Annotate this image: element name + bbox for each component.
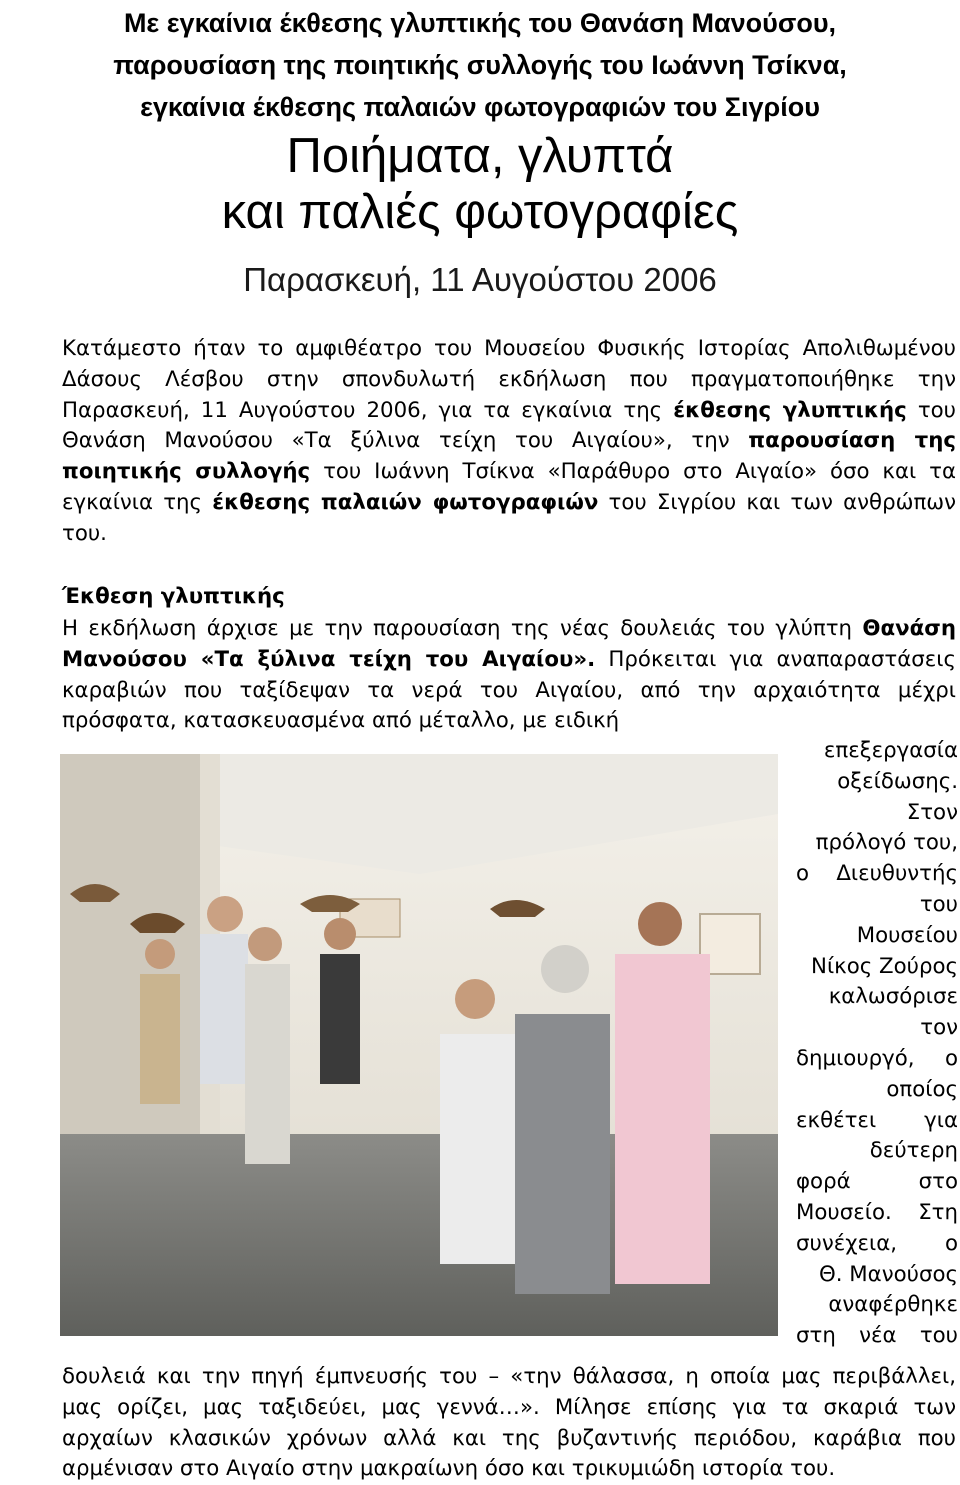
kicker-line: Με εγκαίνια έκθεσης γλυπτικής του Θανάση Μανούσου, — [123, 8, 837, 38]
side-column — [796, 736, 958, 1352]
kicker-heading — [30, 2, 930, 128]
closing-line: δουλειά και την πηγή έμπνευσής του – «την θάλασσα, η οποία μας περιβάλλει, — [62, 1364, 956, 1389]
side-word: δημιουργό, — [796, 1045, 915, 1071]
side-word: Διευθυντής — [836, 861, 958, 887]
closing-line: μας ορίζει, μας ταξιδεύει, μας γεννά…». Μίλησε επίσης για τα σκαριά των — [62, 1394, 956, 1420]
side-word: φορά — [796, 1169, 851, 1195]
side-word: εκθέτει — [796, 1107, 877, 1133]
side-line — [796, 1106, 958, 1137]
side-word: νέα — [859, 1323, 897, 1349]
intro-text: του Θανάση Μανούσου «Τα ξύλινα τείχη του Αιγαίου», την — [62, 397, 956, 454]
side-line: Νίκος Ζούρος — [811, 953, 958, 979]
side-line: δεύτερη — [869, 1138, 958, 1164]
intro-text: Κατάμεστο ήταν το αμφιθέατρο του Μουσείου Φυσικής Ιστορίας Απολιθωμένου Δάσους Λέσβου στην σπονδυλωτή εκδήλωση που πραγματοποιήθηκε την Παρασκευή, 11 Αυγούστου 2006, για τα εγκαίνια της — [62, 336, 956, 423]
section-text: Πρόκειται για αναπαραστάσεις καραβιών που ταξίδεψαν τα νερά του Αιγαίου, από την αρχαιότητα μέχρι πρόσφατα, κατασκευασμένα από μέταλλο, με ειδική — [62, 646, 956, 734]
section-bold-title: Θανάση Μανούσου «Τα ξύλινα τείχη του Αιγαίου». — [62, 616, 956, 672]
side-word: ο — [944, 1045, 958, 1071]
side-word: στο — [918, 1169, 958, 1195]
side-line: καλωσόρισε — [828, 984, 958, 1010]
side-word: Στη — [918, 1199, 958, 1225]
side-line: επεξεργασία — [823, 738, 958, 763]
section-paragraph — [62, 614, 956, 737]
headline — [30, 128, 930, 240]
closing-line: αρχαίων κλασικών χρόνων αλλά και της βυζαντινής περιόδου, καράβια που — [62, 1425, 956, 1451]
side-word: Μουσείο. — [796, 1199, 892, 1225]
closing-paragraph — [62, 1362, 956, 1485]
side-line: Θ. Μανούσος — [819, 1261, 958, 1287]
side-line: οποίος — [886, 1076, 958, 1102]
headline-line: Ποιήματα, γλυπτά — [286, 129, 674, 183]
side-line — [796, 1167, 958, 1198]
side-word: στη — [796, 1323, 836, 1349]
section-text: Η εκδήλωση άρχισε με την παρουσίαση της νέας δουλειάς του γλύπτη — [62, 616, 863, 641]
intro-text: του Σιγρίου και των ανθρώπων του. — [62, 489, 956, 546]
side-line: Στον — [906, 799, 958, 825]
intro-text: του Ιωάννη Τσίκνα «Παράθυρο στο Αιγαίο» όσο και τα εγκαίνια της — [62, 459, 956, 515]
side-line — [796, 1044, 958, 1075]
side-line: του — [919, 891, 958, 917]
section-heading: Έκθεση γλυπτικής — [62, 584, 285, 609]
kicker-line: εγκαίνια έκθεσης παλαιών φωτογραφιών του Σιγρίου — [140, 92, 820, 122]
side-line — [796, 859, 958, 890]
side-line — [796, 1229, 958, 1260]
intro-bold-poetry: παρουσίαση της ποιητικής συλλογής — [62, 428, 956, 485]
exhibition-photo — [60, 754, 778, 1336]
dateline: Παρασκευή, 11 Αυγούστου 2006 — [243, 261, 717, 298]
headline-line: και παλιές φωτογραφίες — [221, 185, 739, 239]
side-line — [796, 1321, 958, 1352]
side-line — [796, 1198, 958, 1229]
side-word: του — [919, 1323, 958, 1349]
side-line: Μουσείου — [856, 922, 958, 948]
side-word: ο — [796, 861, 810, 887]
intro-bold-sculpture: έκθεσης γλυπτικής — [673, 397, 907, 423]
intro-paragraph — [62, 334, 956, 550]
intro-bold-photos: έκθεσης παλαιών φωτογραφιών — [212, 489, 599, 515]
kicker-line: παρουσίαση της ποιητικής συλλογής του Ιωάννη Τσίκνα, — [113, 50, 847, 80]
side-line: οξείδωσης. — [837, 768, 958, 794]
closing-line: αρμένισαν στο Αιγαίο στην μακραίωνη όσο και τρικυμιώδη ιστορία του. — [62, 1456, 836, 1482]
side-word: για — [924, 1107, 958, 1133]
side-line: τον — [920, 1015, 958, 1041]
side-line: αναφέρθηκε — [828, 1292, 958, 1318]
side-word: ο — [944, 1230, 958, 1256]
side-word: συνέχεια, — [796, 1230, 898, 1256]
side-line: πρόλογό του, — [815, 830, 958, 856]
